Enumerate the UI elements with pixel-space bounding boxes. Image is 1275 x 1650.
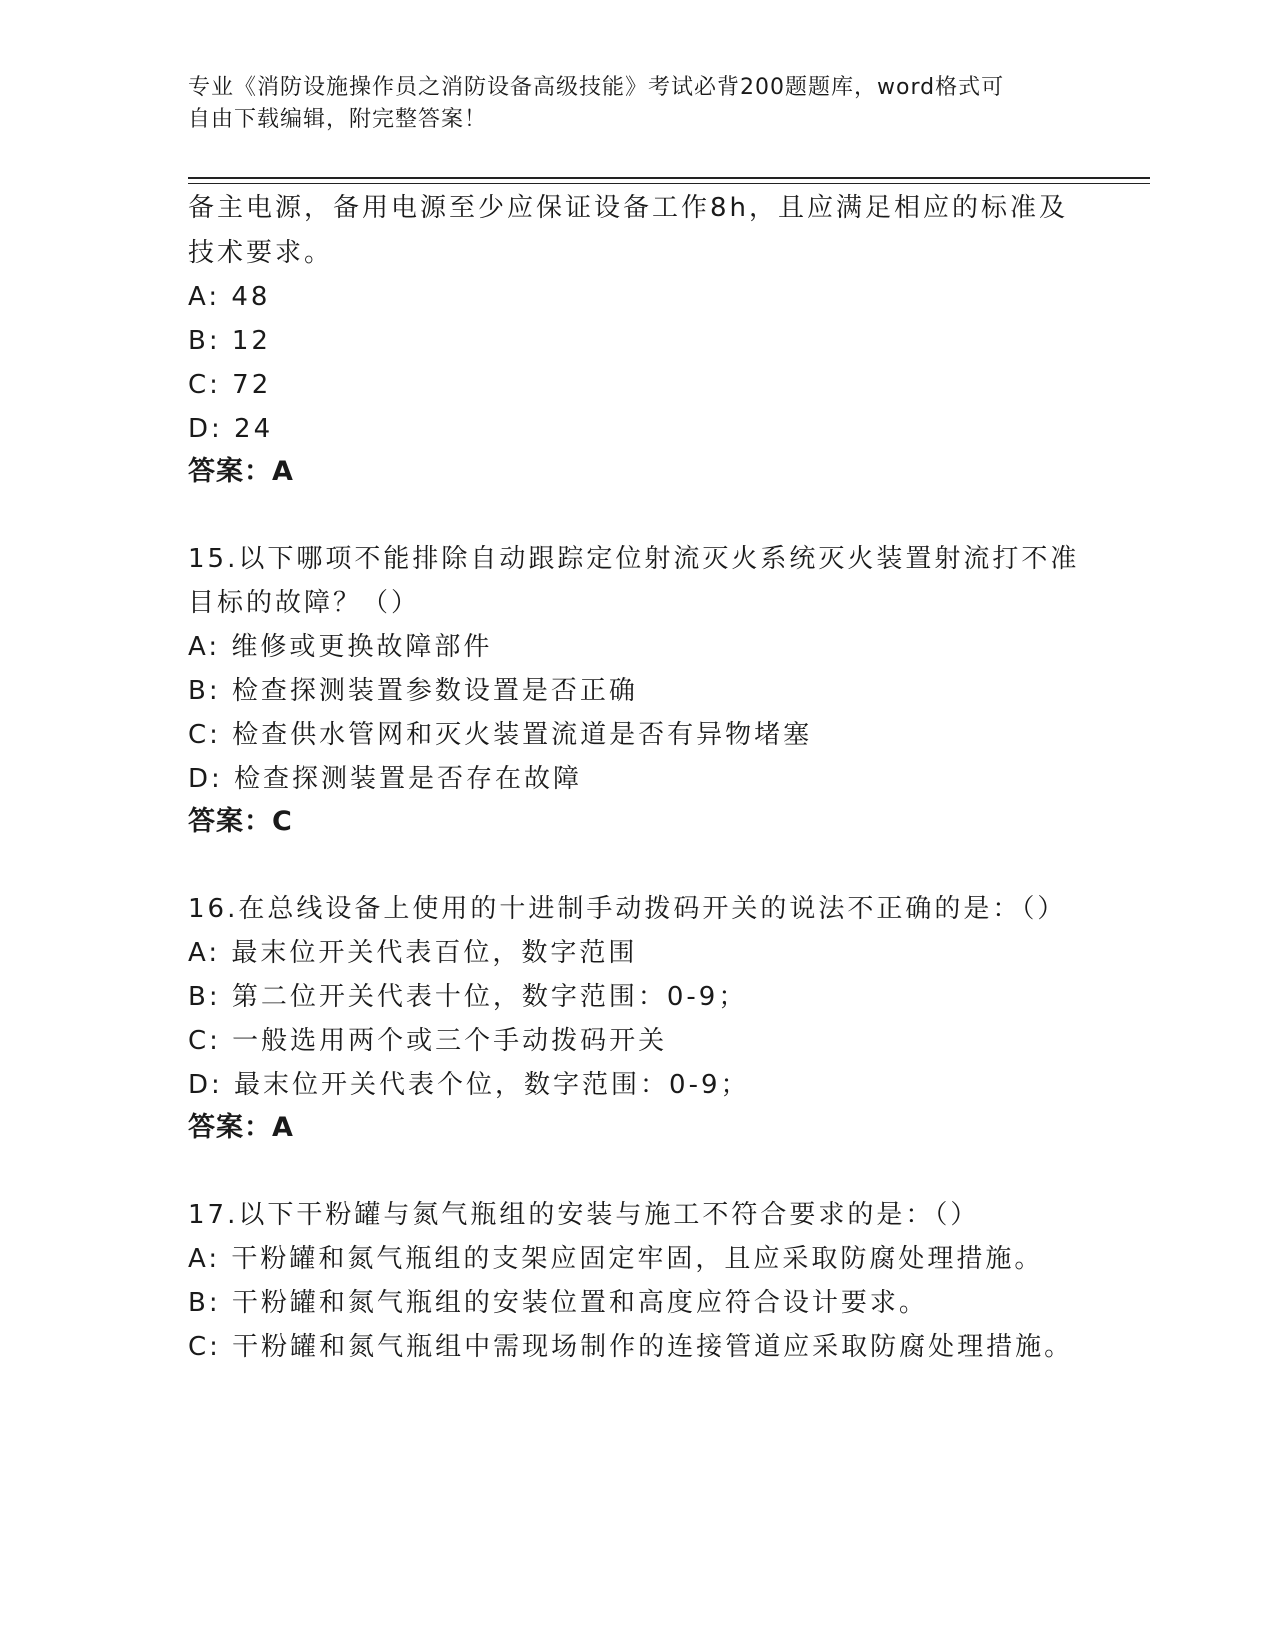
question-15-text-cont: 目标的故障？（） <box>188 588 421 618</box>
question-15-text: 15.以下哪项不能排除自动跟踪定位射流灭火系统灭火装置射流打不准 <box>188 544 1080 574</box>
q15-option-d: D: 检查探测装置是否存在故障 <box>188 764 583 794</box>
question-text-line: 技术要求。 <box>188 238 334 268</box>
q15-option-a: A: 维修或更换故障部件 <box>188 632 493 662</box>
answer-label: 答案：A <box>188 456 294 487</box>
q17-option-a: A: 干粉罐和氮气瓶组的支架应固定牢固，且应采取防腐处理措施。 <box>188 1244 1044 1274</box>
q17-option-c: C: 干粉罐和氮气瓶组中需现场制作的连接管道应采取防腐处理措施。 <box>188 1332 1074 1362</box>
q15-option-b: B: 检查探测装置参数设置是否正确 <box>188 676 638 706</box>
question-text-line: 备主电源，备用电源至少应保证设备工作8h，且应满足相应的标准及 <box>188 193 1069 223</box>
header-divider-thick <box>188 177 1150 179</box>
q16-option-d: D: 最末位开关代表个位，数字范围：0-9； <box>188 1070 750 1100</box>
question-17-text: 17.以下干粉罐与氮气瓶组的安装与施工不符合要求的是：（） <box>188 1200 980 1230</box>
page-header <box>188 72 1068 136</box>
header-line-1: 专业《消防设施操作员之消防设备高级技能》考试必背200题题库，word格式可 <box>188 75 1005 100</box>
q15-answer: 答案：C <box>188 806 293 837</box>
option-a: A: 48 <box>188 282 271 312</box>
q15-option-c: C: 检查供水管网和灭火装置流道是否有异物堵塞 <box>188 720 813 750</box>
q16-option-c: C: 一般选用两个或三个手动拨码开关 <box>188 1026 668 1056</box>
header-divider-thin <box>188 183 1150 184</box>
q16-option-b: B: 第二位开关代表十位，数字范围：0-9； <box>188 982 748 1012</box>
option-d: D: 24 <box>188 414 274 444</box>
q16-option-a: A: 最末位开关代表百位，数字范围 <box>188 938 638 968</box>
option-c: C: 72 <box>188 370 272 400</box>
q17-option-b: B: 干粉罐和氮气瓶组的安装位置和高度应符合设计要求。 <box>188 1288 928 1318</box>
option-b: B: 12 <box>188 326 271 356</box>
header-line-2: 自由下载编辑，附完整答案！ <box>188 107 488 132</box>
question-16-text: 16.在总线设备上使用的十进制手动拨码开关的说法不正确的是：（） <box>188 894 1067 924</box>
q16-answer: 答案：A <box>188 1112 294 1143</box>
